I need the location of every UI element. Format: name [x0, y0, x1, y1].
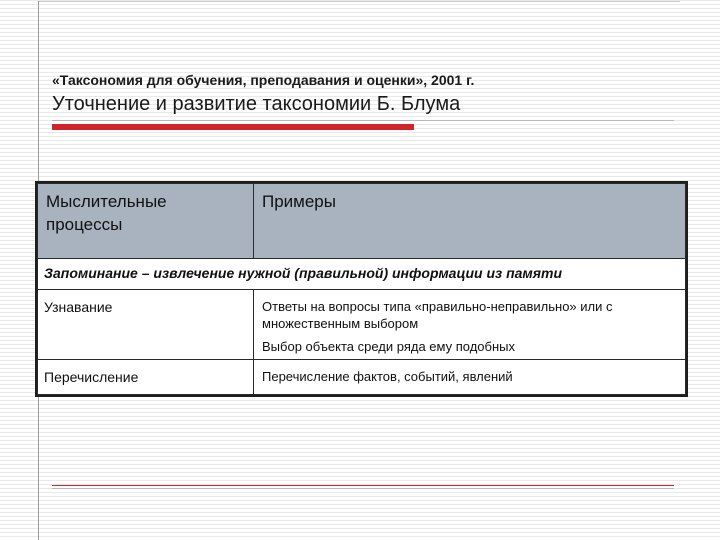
example-text: Ответы на вопросы типа «правильно-неправильно» или с множественным выбором — [262, 299, 613, 331]
table-header-row — [38, 184, 686, 259]
example-text: Перечисление фактов, событий, явлений — [262, 369, 513, 384]
taxonomy-table — [37, 183, 686, 395]
header-cell-processes — [38, 184, 254, 259]
examples-list — [254, 290, 685, 359]
footer-divider — [52, 488, 674, 489]
examples-cell — [254, 360, 686, 395]
section-row — [38, 259, 686, 290]
title-divider — [52, 120, 674, 121]
table-row — [38, 360, 686, 395]
process-cell — [38, 360, 254, 395]
header-examples-label: Примеры — [262, 192, 336, 211]
header-processes-label: Мыслительные процессы — [46, 192, 167, 234]
section-label: Запоминание – извлечение нужной (правильной) информации из памяти — [44, 265, 563, 281]
example-text: Выбор объекта среди ряда ему подобных — [262, 339, 515, 354]
process-label: Узнавание — [44, 299, 113, 315]
footer-accent-line — [52, 485, 674, 486]
examples-list — [254, 360, 685, 389]
header-cell-examples — [254, 184, 686, 259]
frame-top-line — [38, 1, 680, 2]
slide-title: Уточнение и развитие таксономии Б. Блума — [52, 93, 461, 115]
process-label: Перечисление — [44, 369, 139, 385]
examples-cell — [254, 290, 686, 360]
slide-subtitle: «Таксономия для обучения, преподавания и оценки», 2001 г. — [52, 72, 475, 88]
table-row — [38, 290, 686, 360]
process-cell — [38, 290, 254, 360]
section-cell — [38, 259, 686, 290]
title-accent-bar — [52, 124, 414, 130]
